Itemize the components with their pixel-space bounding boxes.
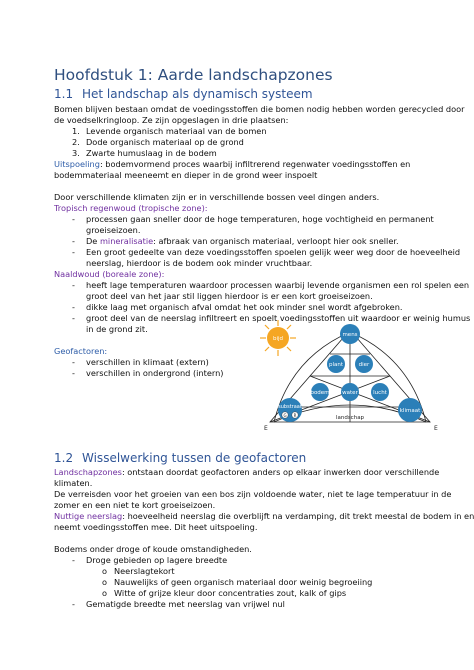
term-uitspoeling: Uitspoeling xyxy=(54,159,100,169)
node-bodem-label: bodem xyxy=(310,390,330,396)
definition-line xyxy=(54,159,410,169)
term-mineralisatie: mineralisatie xyxy=(99,236,154,246)
dash: - xyxy=(72,247,75,257)
list-item: dikke laag met organisch afval omdat het ook minder snel wordt afgebroken. xyxy=(86,302,403,312)
subheading-naaldwoud: Naaldwoud (boreale zone): xyxy=(54,269,165,279)
list-item: processen gaan sneller door de hoge temperaturen, hoge vochtigheid en permanent xyxy=(86,214,434,224)
paragraph-line: de voedselkringloop. Ze zijn opgeslagen in drie plaatsen: xyxy=(54,115,289,125)
section-number: 1.1 xyxy=(54,87,74,101)
paragraph-line: bodemmateriaal meeneemt en dieper in de grond weer inspoelt xyxy=(54,170,318,180)
dash: - xyxy=(72,302,75,312)
list-item: Droge gebieden op lagere breedte xyxy=(86,555,228,565)
sub-bullet: o xyxy=(102,588,108,598)
paragraph-line: neemt voedingsstoffen mee. Dit heet uitspoeling. xyxy=(54,522,258,532)
list-item: verschillen in ondergrond (intern) xyxy=(86,368,224,378)
list-item: Levende organisch materiaal van de bomen xyxy=(86,126,267,136)
corner-label-left: E xyxy=(264,425,268,432)
list-item: groot deel van de neerslag infiltreert en spoelt voedingsstoffen uit waardoor er weinig humus xyxy=(86,313,471,323)
section-title: Wisselwerking tussen de geofactoren xyxy=(82,451,307,465)
dash: - xyxy=(72,599,75,609)
dash: - xyxy=(72,214,75,224)
section-title: Het landschap als dynamisch systeem xyxy=(82,87,313,101)
definition-text: : ontstaan doordat geofactoren anders op elkaar inwerken door verschillende xyxy=(121,467,440,477)
term-nuttige-neerslag: Nuttige neerslag xyxy=(54,511,123,521)
list-item: heeft lage temperaturen waardoor processen waarbij levende organismen een rol spelen een xyxy=(86,280,470,290)
definition-line xyxy=(54,467,439,477)
subheading-geofactoren: Geofactoren: xyxy=(54,346,108,356)
list-item: Gematigde breedte met neerslag van vrijwel nul xyxy=(86,599,285,609)
paragraph-line: Door verschillende klimaten zijn er in verschillende bossen veel dingen anders. xyxy=(54,192,380,202)
corner-label-right: E xyxy=(434,425,438,432)
chapter-title: Hoofdstuk 1: Aarde landschapzones xyxy=(54,66,333,84)
landschap-label: landschap xyxy=(335,415,365,421)
node-klimaat-label: klimaat xyxy=(399,408,421,414)
text: : afbraak van organisch materiaal, verloopt hier ook sneller. xyxy=(153,236,399,246)
node-mens-label: mens xyxy=(342,332,358,338)
sub-bullet: o xyxy=(102,566,108,576)
list-item: Een groot gedeelte van deze voedingsstoffen spoelen gelijk weer weg door de hoeveelheid xyxy=(86,247,461,257)
list-item: Dode organisch materiaal op de grond xyxy=(86,137,244,147)
paragraph-line: Bodems onder droge of koude omstandigheden. xyxy=(54,544,252,554)
dash: - xyxy=(72,357,75,367)
sub-bullet: o xyxy=(102,577,108,587)
sun-label: bijd xyxy=(272,336,284,342)
paragraph-line: De verreisden voor het groeien van een bos zijn voldoende water, niet te lage temperatuur in de xyxy=(54,489,452,499)
node-plant-label: plant xyxy=(328,362,344,368)
text: De xyxy=(86,236,100,246)
list-item-cont: groeiseizoen. xyxy=(86,225,141,235)
dash: - xyxy=(72,280,75,290)
node-water-label: water xyxy=(342,390,358,396)
paragraph-line: Bomen blijven bestaan omdat de voedingsstoffen die bomen nodig hebben worden gerecycled door xyxy=(54,104,465,114)
section-number: 1.2 xyxy=(54,451,74,465)
list-item: Zwarte humuslaag in de bodem xyxy=(86,148,217,158)
list-item-cont: groot deel van het jaar stil liggen hierdoor is er een kort groeiseizoen. xyxy=(86,291,373,301)
sub-list-item: Neerslagtekort xyxy=(114,566,175,576)
paragraph-line: zomer en een niet te kort groeiseizoen. xyxy=(54,500,216,510)
dash: - xyxy=(72,236,75,246)
list-number: 2. xyxy=(72,137,80,147)
list-item: verschillen in klimaat (extern) xyxy=(86,357,209,367)
list-number: 1. xyxy=(72,126,80,136)
node-lucht-label: lucht xyxy=(373,390,387,396)
definition-text: : hoeveelheid neerslag die overblijft na verdamping, dit trekt meestal de bodem in en xyxy=(122,511,474,521)
list-item-cont: in de grond zit. xyxy=(86,324,148,334)
small-node-r-label: R xyxy=(293,412,297,418)
dash: - xyxy=(72,313,75,323)
node-substraat xyxy=(278,398,302,422)
sub-list-item: Witte of grijze kleur door concentraties zout, kalk of gips xyxy=(114,588,347,598)
term-landschapzones: Landschapzones xyxy=(54,467,122,477)
node-dier-label: dier xyxy=(358,362,370,368)
dash: - xyxy=(72,555,75,565)
small-node-g-label: G xyxy=(283,412,287,418)
definition-line xyxy=(54,511,474,521)
list-number: 3. xyxy=(72,148,80,158)
subheading-tropisch: Tropisch regenwoud (tropische zone): xyxy=(54,203,208,213)
landscape-diagram xyxy=(250,318,460,438)
paragraph-line: klimaten. xyxy=(54,478,93,488)
list-item xyxy=(86,236,399,246)
node-substraat-label: substraat xyxy=(278,404,302,410)
sub-list-item: Nauwelijks of geen organisch materiaal door weinig begroeiing xyxy=(114,577,373,587)
definition-text: : bodemvormend proces waarbij infiltrerend regenwater voedingsstoffen en xyxy=(99,159,411,169)
dash: - xyxy=(72,368,75,378)
list-item-cont: neerslag, hierdoor is de bodem ook minder vruchtbaar. xyxy=(86,258,313,268)
